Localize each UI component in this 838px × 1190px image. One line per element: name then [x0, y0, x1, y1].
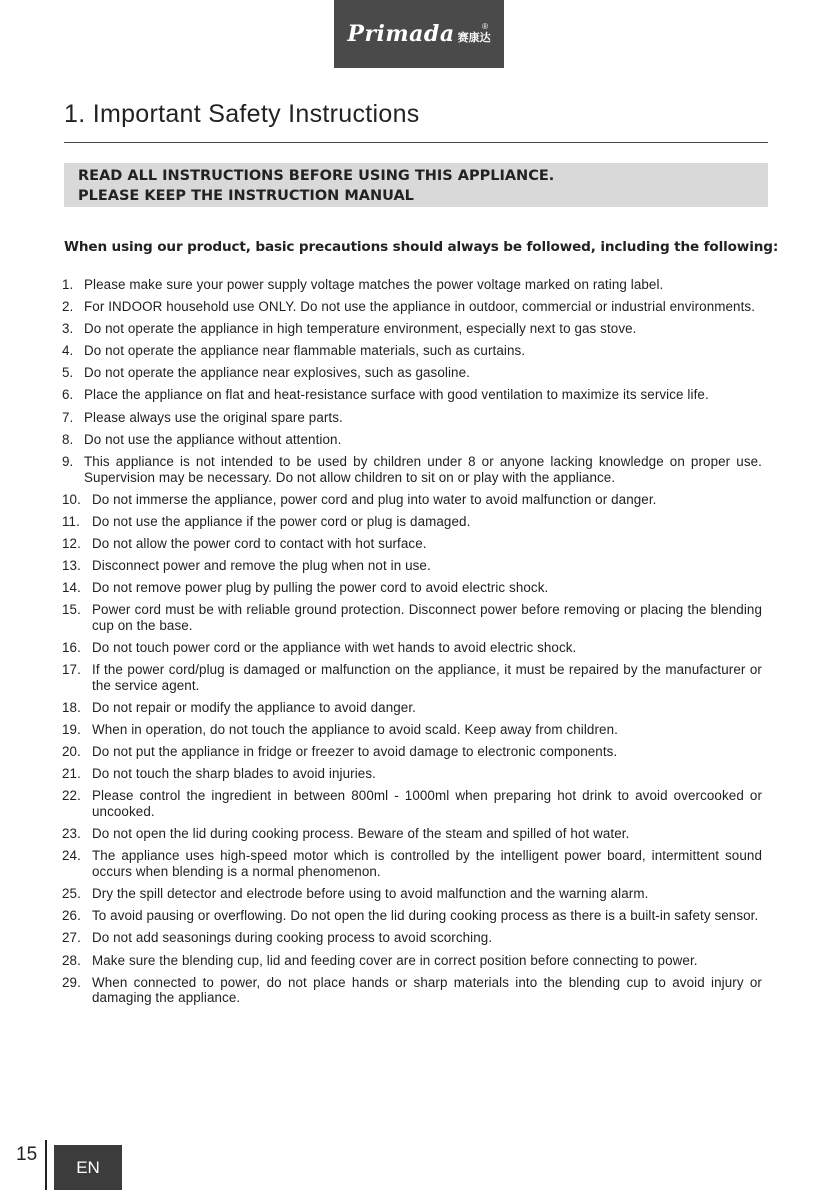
- list-item-number: 3.: [62, 321, 74, 337]
- list-item: [62, 766, 762, 782]
- page-title: 1. Important Safety Instructions: [64, 100, 420, 128]
- list-item: [62, 365, 762, 381]
- notice-line-2: PLEASE KEEP THE INSTRUCTION MANUAL: [78, 188, 414, 204]
- footer-divider: [45, 1140, 47, 1190]
- list-item-text: Do not open the lid during cooking process. Beware of the steam and spilled of hot water.: [92, 826, 630, 842]
- list-item-number: 19.: [62, 722, 81, 738]
- list-item-text: Do not remove power plug by pulling the power cord to avoid electric shock.: [92, 580, 549, 596]
- list-item-number: 22.: [62, 788, 81, 804]
- list-item: [62, 886, 762, 902]
- list-item-number: 1.: [62, 277, 74, 292]
- list-item-text: When connected to power, do not place hands or sharp materials into the blending cup to avoid injury or damaging the appliance.: [92, 974, 762, 1006]
- notice-line-1: READ ALL INSTRUCTIONS BEFORE USING THIS APPLIANCE.: [78, 168, 555, 184]
- list-item-text: Please control the ingredient in between 800ml - 1000ml when preparing hot drink to avoid overcooked or uncooked.: [92, 788, 762, 820]
- list-item-number: 20.: [62, 744, 81, 760]
- list-item: [62, 410, 762, 426]
- list-item-number: 7.: [62, 409, 74, 425]
- list-item-text: Do not add seasonings during cooking process to avoid scorching.: [92, 930, 493, 946]
- list-item: [62, 953, 762, 969]
- list-item-text: Make sure the blending cup, lid and feeding cover are in correct position before connecting to power.: [92, 952, 698, 968]
- list-item: [62, 975, 762, 1007]
- list-item-text: When in operation, do not touch the appliance to avoid scald. Keep away from children.: [92, 722, 618, 738]
- list-item-number: 16.: [62, 640, 81, 655]
- list-item: [62, 700, 762, 716]
- brand-logo: [334, 0, 504, 68]
- list-item-text: Power cord must be with reliable ground protection. Disconnect power before removing or placing the blending cup on the base.: [92, 602, 762, 633]
- list-item-number: 25.: [62, 886, 81, 902]
- list-item: [62, 662, 762, 694]
- list-item: [62, 299, 762, 315]
- page-number: 15: [16, 1144, 38, 1165]
- list-item: [62, 558, 762, 574]
- list-item-text: Dry the spill detector and electrode before using to avoid malfunction and the warning alarm.: [92, 886, 649, 902]
- notice-box: [64, 163, 768, 207]
- list-item: [62, 514, 762, 530]
- list-item-number: 12.: [62, 535, 81, 551]
- brand-name: Primada: [347, 21, 455, 47]
- list-item-text: Please always use the original spare parts.: [84, 409, 343, 425]
- list-item: [62, 454, 762, 486]
- list-item-text: Do not use the appliance without attention.: [84, 431, 342, 447]
- list-item-text: For INDOOR household use ONLY. Do not use the appliance in outdoor, commercial or industrial environments.: [84, 299, 756, 315]
- list-item-text: Disconnect power and remove the plug when not in use.: [92, 557, 431, 573]
- list-item-number: 27.: [62, 930, 81, 946]
- instruction-list: [62, 277, 762, 1013]
- list-item-number: 10.: [62, 491, 81, 507]
- list-item: [62, 321, 762, 337]
- list-item: [62, 826, 762, 842]
- list-item-number: 9.: [62, 453, 74, 469]
- list-item-number: 18.: [62, 699, 81, 715]
- list-item: [62, 744, 762, 760]
- list-item-number: 13.: [62, 557, 81, 573]
- list-item-number: 29.: [62, 974, 81, 990]
- list-item: [62, 387, 762, 403]
- list-item: [62, 640, 762, 656]
- list-item-text: Do not immerse the appliance, power cord and plug into water to avoid malfunction or danger.: [92, 491, 657, 507]
- list-item-text: To avoid pausing or overflowing. Do not open the lid during cooking process as there is a built-in safety sensor.: [92, 908, 759, 924]
- list-item-number: 2.: [62, 299, 74, 315]
- list-item: [62, 580, 762, 596]
- list-item: [62, 788, 762, 820]
- registered-mark: ®: [482, 22, 488, 31]
- list-item-number: 8.: [62, 431, 74, 447]
- language-tab: EN: [54, 1145, 122, 1190]
- list-item: [62, 432, 762, 448]
- list-item-number: 24.: [62, 848, 81, 864]
- list-item: [62, 536, 762, 552]
- list-item: [62, 277, 762, 293]
- list-item: [62, 930, 762, 946]
- list-item-number: 5.: [62, 365, 74, 381]
- list-item: [62, 492, 762, 508]
- list-item-text: Do not operate the appliance near flammable materials, such as curtains.: [84, 343, 526, 359]
- title-divider: [64, 142, 768, 143]
- list-item-text: Please make sure your power supply voltage matches the power voltage marked on rating label.: [84, 277, 664, 292]
- list-item-number: 26.: [62, 908, 81, 924]
- list-item-text: Do not put the appliance in fridge or freezer to avoid damage to electronic components.: [92, 744, 618, 760]
- list-item-number: 23.: [62, 826, 81, 842]
- list-item-text: Do not operate the appliance in high temperature environment, especially next to gas stove.: [84, 321, 637, 337]
- list-item-text: This appliance is not intended to be used by children under 8 or anyone lacking knowledge on proper use. Supervision may be necessary. Do not allow children to sit on or play with the appliance.: [84, 453, 762, 485]
- list-item: [62, 908, 762, 924]
- list-item-number: 4.: [62, 343, 74, 359]
- list-item-text: Do not repair or modify the appliance to avoid danger.: [92, 699, 416, 715]
- list-item-text: Do not use the appliance if the power cord or plug is damaged.: [92, 513, 471, 529]
- list-item-number: 21.: [62, 766, 81, 782]
- list-item: [62, 602, 762, 634]
- list-item-text: The appliance uses high-speed motor which is controlled by the intelligent power board, intermittent sound occurs when blending is a normal phenomenon.: [92, 848, 762, 880]
- list-item-text: Do not touch the sharp blades to avoid injuries.: [92, 766, 376, 782]
- list-item-text: If the power cord/plug is damaged or malfunction on the appliance, it must be repaired by the manufacturer or the service agent.: [92, 662, 762, 693]
- list-item-number: 15.: [62, 602, 81, 618]
- list-item-text: Place the appliance on flat and heat-resistance surface with good ventilation to maximize its service life.: [84, 387, 709, 403]
- list-item-number: 14.: [62, 580, 81, 596]
- list-item: [62, 343, 762, 359]
- list-item-text: Do not allow the power cord to contact with hot surface.: [92, 535, 427, 551]
- list-item-number: 28.: [62, 952, 81, 968]
- list-item-number: 6.: [62, 387, 74, 403]
- list-item-number: 11.: [62, 513, 80, 529]
- list-item: [62, 722, 762, 738]
- list-item-text: Do not operate the appliance near explosives, such as gasoline.: [84, 365, 470, 381]
- brand-name-cn: 赛康达: [457, 31, 491, 44]
- list-item-text: Do not touch power cord or the appliance with wet hands to avoid electric shock.: [92, 640, 577, 655]
- intro-text: When using our product, basic precautions should always be followed, including the following:: [64, 239, 779, 255]
- list-item-number: 17.: [62, 662, 81, 678]
- list-item: [62, 848, 762, 880]
